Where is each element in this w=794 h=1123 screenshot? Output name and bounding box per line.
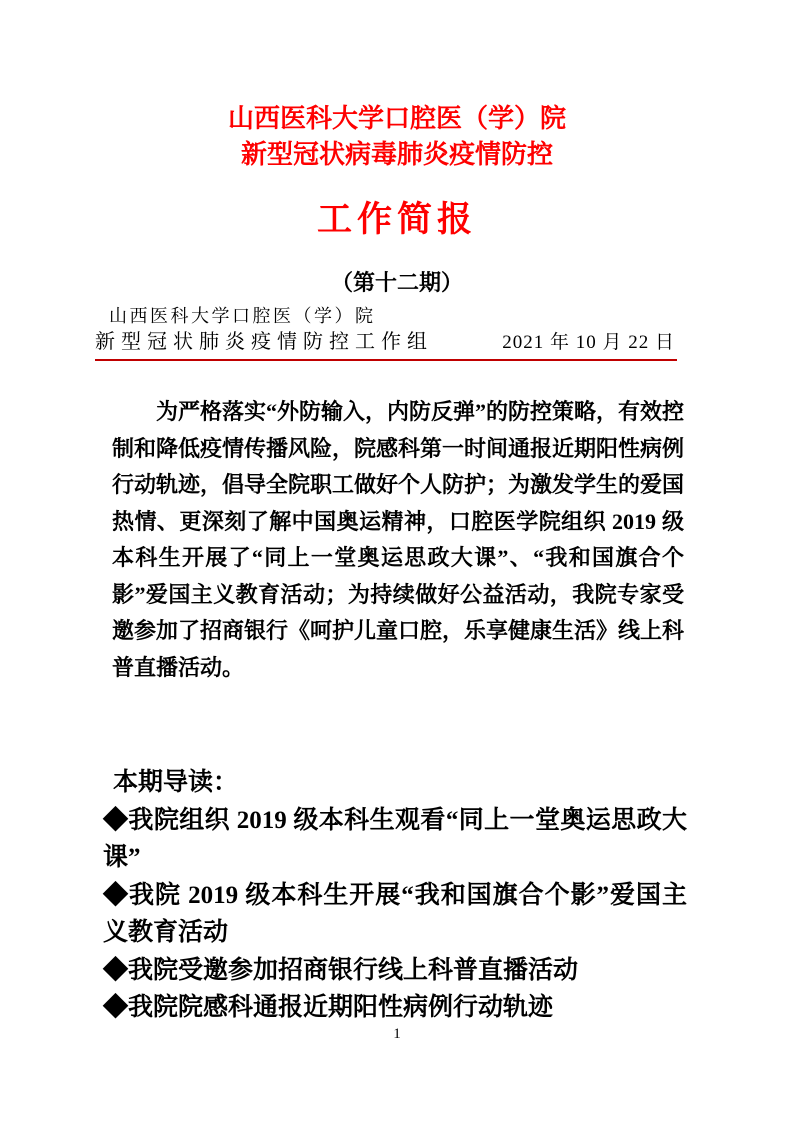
page-number: 1 <box>393 1026 401 1042</box>
issue-date: 2021 年 10 月 22 日 <box>502 332 675 353</box>
digest-item-text: 我院 2019 级本科生开展“我和国旗合个影”爱国主义教育活动 <box>103 881 687 946</box>
document-header <box>0 100 794 172</box>
org-date-row <box>95 329 677 356</box>
digest-item <box>103 877 687 952</box>
masthead-block <box>95 303 677 361</box>
digest-item <box>103 802 687 877</box>
header-title-line1: 山西医科大学口腔医（学）院 <box>227 103 566 133</box>
digest-section <box>103 764 687 1027</box>
org-name-line1: 山西医科大学口腔医（学）院 <box>109 306 376 326</box>
issue-number: （第十二期） <box>330 270 463 295</box>
header-title-line2: 新型冠状病毒肺炎疫情防控 <box>240 139 553 169</box>
digest-item-text: 我院受邀参加招商银行线上科普直播活动 <box>128 956 579 984</box>
digest-item-text: 我院组织 2019 级本科生观看“同上一堂奥运思政大课” <box>103 806 687 871</box>
main-title: 工作简报 <box>316 200 477 239</box>
diamond-bullet-icon: ◆ <box>103 881 129 909</box>
diamond-bullet-icon: ◆ <box>103 956 129 984</box>
digest-heading: 本期导读： <box>113 769 239 796</box>
diamond-bullet-icon: ◆ <box>103 806 129 834</box>
diamond-bullet-icon: ◆ <box>103 994 129 1021</box>
digest-item <box>103 989 687 1027</box>
summary-paragraph: 为严格落实“外防输入，内防反弹”的防控策略，有效控制和降低疫情传播风险，院感科第一时间通报近期阳性病例行动轨迹，倡导全院职工做好个人防护；为激发学生的爱国热情、更深刻了解中国奥运精神，口腔医学院组织 2019 级本科生开展了“同上一堂奥运思政大课”、“我和国旗合个影”爱国主义教育活动；为持续做好公益活动，我院专家受邀参加了招商银行《呵护儿童口腔，乐享健康生活》线上科普直播活动。 <box>112 399 685 680</box>
org-name-line2: 新型冠状肺炎疫情防控工作组 <box>95 331 433 353</box>
digest-item-text: 我院院感科通报近期阳性病例行动轨迹 <box>128 994 554 1021</box>
digest-item <box>103 952 687 990</box>
